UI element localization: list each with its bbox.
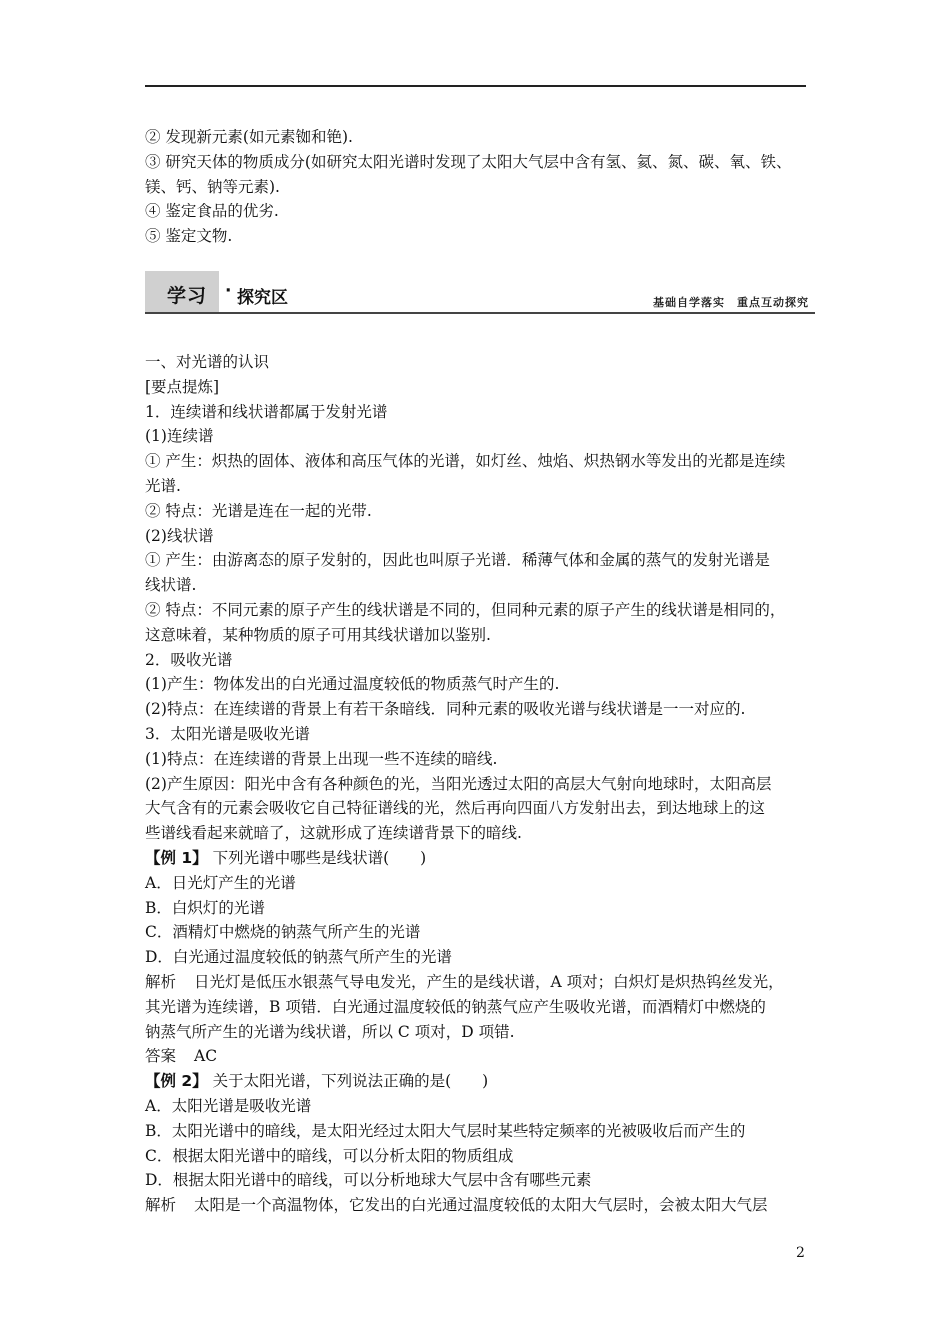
section-header: [145, 271, 815, 315]
intro-item: ③ 研究天体的物质成分(如研究太阳光谱时发现了太阳大气层中含有氢、氦、氮、碳、氧、铁、: [145, 152, 792, 171]
example-1-question: [145, 846, 810, 871]
analysis-text: 太阳是一个高温物体，它发出的白光通过温度较低的太阳大气层时，会被太阳大气层: [194, 1196, 768, 1215]
answer-label: 答案: [145, 1047, 177, 1066]
paragraph: ① 产生：由游离态的原子发射的，因此也叫原子光谱．稀薄气体和金属的蒸气的发射光谱是: [145, 551, 770, 570]
paragraph: 2．吸收光谱: [145, 650, 233, 669]
option: A．太阳光谱是吸收光谱: [145, 1096, 312, 1115]
paragraph: 光谱.: [145, 476, 181, 495]
analysis-text: 日光灯是低压水银蒸气导电发光，产生的是线状谱，A 项对；白炽灯是炽热钨丝发光，: [194, 972, 784, 991]
example-2-stem: 关于太阳光谱，下列说法正确的是( ): [212, 1072, 489, 1091]
analysis-label: 解析: [145, 1196, 177, 1215]
example-1-answer: [145, 1044, 810, 1069]
paragraph: (2)线状谱: [145, 526, 214, 545]
option: D．白光通过温度较低的钠蒸气所产生的光谱: [145, 948, 452, 967]
paragraph: (1)连续谱: [145, 427, 214, 446]
example-2-tag: 【例 2】: [145, 1072, 208, 1091]
intro-list: [145, 125, 810, 249]
intro-item: ② 发现新元素(如元素铷和铯).: [145, 128, 353, 146]
option: B．白炽灯的光谱: [145, 898, 265, 917]
example-1-analysis: [145, 970, 810, 995]
option: C．根据太阳光谱中的暗线，可以分析太阳的物质组成: [145, 1146, 514, 1165]
analysis-label: 解析: [145, 972, 177, 991]
paragraph: ② 特点：不同元素的原子产生的线状谱是不同的，但同种元素的原子产生的线状谱是相同的，: [145, 600, 786, 619]
paragraph: 1．连续谱和线状谱都属于发射光谱: [145, 402, 388, 421]
paragraph: (1)产生：物体发出的白光通过温度较低的物质蒸气时产生的.: [145, 675, 560, 694]
paragraph: 3．太阳光谱是吸收光谱: [145, 724, 310, 743]
paragraph: (2)产生原因：阳光中含有各种颜色的光，当阳光透过太阳的高层大气射向地球时，太阳高层: [145, 774, 772, 793]
analysis-text: 其光谱为连续谱，B 项错．白光通过温度较低的钠蒸气应产生吸收光谱，而酒精灯中燃烧的: [145, 997, 766, 1016]
section-subtitle: 探究区: [237, 288, 288, 308]
example-2-analysis: [145, 1193, 810, 1218]
main-content: [145, 350, 810, 1218]
paragraph: 些谱线看起来就暗了，这就形成了连续谱背景下的暗线.: [145, 824, 522, 843]
paragraph: 这意味着，某种物质的原子可用其线状谱加以鉴别.: [145, 625, 491, 644]
page-number: 2: [796, 1245, 805, 1261]
paragraph: (1)特点：在连续谱的背景上出现一些不连续的暗线.: [145, 749, 498, 768]
heading: 一、对光谱的认识: [145, 353, 270, 371]
section-rule: [145, 312, 815, 314]
answer-value: AC: [194, 1047, 218, 1066]
analysis-text: 钠蒸气所产生的光谱为线状谱，所以 C 项对，D 项错.: [145, 1022, 515, 1041]
paragraph: ② 特点：光谱是连在一起的光带.: [145, 501, 372, 520]
intro-item: ④ 鉴定食品的优劣.: [145, 202, 279, 221]
intro-item: ⑤ 鉴定文物.: [145, 227, 233, 246]
option: D．根据太阳光谱中的暗线，可以分析地球大气层中含有哪些元素: [145, 1171, 592, 1190]
paragraph: ① 产生：炽热的固体、液体和高压气体的光谱，如灯丝、烛焰、炽热钢水等发出的光都是连续: [145, 452, 786, 471]
paragraph: (2)特点：在连续谱的背景上有若干条暗线．同种元素的吸收光谱与线状谱是一一对应的.: [145, 700, 746, 719]
section-title: 学习: [167, 285, 208, 307]
paragraph: 大气含有的元素会吸收它自己特征谱线的光，然后再向四面八方发射出去，到达地球上的这: [145, 799, 766, 818]
key-points-tag: [要点提炼]: [145, 377, 220, 396]
option: A．日光灯产生的光谱: [145, 873, 296, 892]
section-dot: ·: [225, 281, 232, 301]
header-rule: [145, 85, 806, 87]
example-1-tag: 【例 1】: [145, 848, 208, 867]
paragraph: 线状谱.: [145, 576, 197, 595]
example-2-question: [145, 1069, 810, 1094]
intro-item: 镁、钙、钠等元素).: [145, 177, 280, 196]
example-1-stem: 下列光谱中哪些是线状谱( ): [212, 848, 427, 867]
option: C．酒精灯中燃烧的钠蒸气所产生的光谱: [145, 923, 421, 942]
option: B．太阳光谱中的暗线，是太阳光经过太阳大气层时某些特定频率的光被吸收后而产生的: [145, 1121, 746, 1140]
section-right-caption: 基础自学落实 重点互动探究: [653, 296, 809, 309]
